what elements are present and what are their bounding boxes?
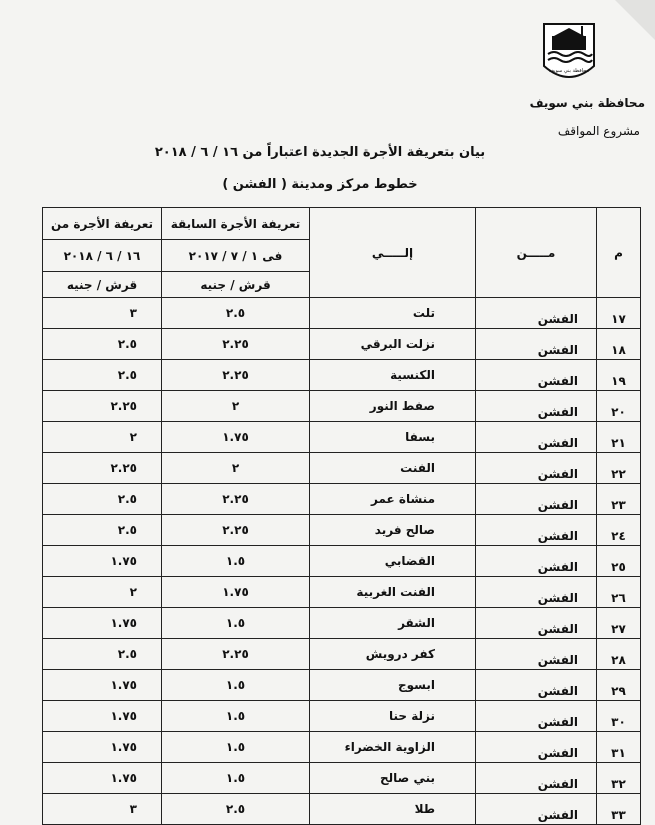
row-number: ٢٥ [597, 546, 641, 577]
row-old-fare: ١.٥ [162, 608, 310, 639]
page-title: بيان بتعريفة الأجرة الجديدة اعتباراً من ١٦ / ٦ / ٢٠١٨ [154, 145, 486, 160]
table-row [43, 794, 641, 825]
row-from: الفشن [476, 453, 597, 484]
row-number: ١٨ [597, 329, 641, 360]
row-old-fare: ٢.٥ [162, 794, 310, 825]
row-new-fare: ١.٧٥ [43, 546, 162, 577]
row-number: ٣٠ [597, 701, 641, 732]
row-old-fare: ٢.٥ [162, 298, 310, 329]
row-from: الفشن [476, 794, 597, 825]
row-old-fare: ٢.٢٥ [162, 484, 310, 515]
row-to: الفنت الغربية [310, 577, 476, 608]
row-from: الفشن [476, 763, 597, 794]
row-old-fare: ١.٥ [162, 701, 310, 732]
row-number: ٢٦ [597, 577, 641, 608]
row-new-fare: ٣ [43, 794, 162, 825]
governorate-name: محافظة بني سويف [529, 96, 645, 110]
table-row [43, 453, 641, 484]
row-new-fare: ٣ [43, 298, 162, 329]
row-new-fare: ٢.٥ [43, 360, 162, 391]
row-number: ٢٢ [597, 453, 641, 484]
row-new-fare: ٢.٥ [43, 329, 162, 360]
row-old-fare: ١.٥ [162, 732, 310, 763]
row-old-fare: ٢ [162, 453, 310, 484]
table-row [43, 391, 641, 422]
row-from: الفشن [476, 670, 597, 701]
table-row [43, 732, 641, 763]
row-from: الفشن [476, 422, 597, 453]
row-new-fare: ١.٧٥ [43, 763, 162, 794]
row-to: بسفا [310, 422, 476, 453]
row-old-fare: ١.٧٥ [162, 577, 310, 608]
table-row [43, 484, 641, 515]
page-fold [615, 0, 655, 40]
fare-table [42, 207, 641, 825]
logo-text: محافظة بني سويف [548, 68, 590, 74]
row-new-fare: ٢.٢٥ [43, 391, 162, 422]
row-old-fare: ٢.٢٥ [162, 360, 310, 391]
table-row [43, 670, 641, 701]
row-from: الفشن [476, 484, 597, 515]
row-old-fare: ٢ [162, 391, 310, 422]
row-new-fare: ٢.٥ [43, 639, 162, 670]
row-from: الفشن [476, 546, 597, 577]
table-row [43, 701, 641, 732]
header-new-unit: قرش / جنيه [43, 272, 162, 298]
row-to: نزلة حنا [310, 701, 476, 732]
row-number: ٣١ [597, 732, 641, 763]
row-to: صالح فريد [310, 515, 476, 546]
header-num: م [597, 208, 641, 298]
header-to: إلـــــي [310, 208, 476, 298]
row-number: ٢٨ [597, 639, 641, 670]
table-row [43, 546, 641, 577]
table-row [43, 515, 641, 546]
row-number: ٢٣ [597, 484, 641, 515]
row-to: الفنت [310, 453, 476, 484]
table-row [43, 639, 641, 670]
row-from: الفشن [476, 298, 597, 329]
table-row [43, 763, 641, 794]
header-from: مـــــن [476, 208, 597, 298]
row-old-fare: ١.٥ [162, 546, 310, 577]
row-to: منشاة عمر [310, 484, 476, 515]
row-from: الفشن [476, 701, 597, 732]
row-new-fare: ٢.٥ [43, 515, 162, 546]
row-old-fare: ١.٧٥ [162, 422, 310, 453]
header-new-date: ١٦ / ٦ / ٢٠١٨ [43, 240, 162, 272]
table-row [43, 298, 641, 329]
row-old-fare: ٢.٢٥ [162, 515, 310, 546]
row-new-fare: ٢ [43, 422, 162, 453]
row-number: ٣٢ [597, 763, 641, 794]
row-number: ٢٠ [597, 391, 641, 422]
governorate-logo [540, 14, 598, 90]
row-to: كفر درويش [310, 639, 476, 670]
row-old-fare: ٢.٢٥ [162, 329, 310, 360]
row-to: نزلت البرقي [310, 329, 476, 360]
row-old-fare: ١.٥ [162, 763, 310, 794]
row-number: ٢٩ [597, 670, 641, 701]
row-number: ٢١ [597, 422, 641, 453]
row-to: تلت [310, 298, 476, 329]
row-to: الشقر [310, 608, 476, 639]
row-number: ١٧ [597, 298, 641, 329]
row-new-fare: ٢.٥ [43, 484, 162, 515]
row-number: ٢٤ [597, 515, 641, 546]
row-new-fare: ١.٧٥ [43, 732, 162, 763]
header-old-unit: قرش / جنيه [162, 272, 310, 298]
row-from: الفشن [476, 639, 597, 670]
table-row [43, 608, 641, 639]
row-from: الفشن [476, 360, 597, 391]
row-to: ابسوج [310, 670, 476, 701]
row-new-fare: ١.٧٥ [43, 670, 162, 701]
row-to: بني صالح [310, 763, 476, 794]
header-new-fare: تعريفة الأجرة من [43, 208, 162, 240]
table-row [43, 577, 641, 608]
page-subtitle: خطوط مركز ومدينة ( الفشن ) [222, 177, 418, 192]
row-from: الفشن [476, 608, 597, 639]
row-new-fare: ١.٧٥ [43, 608, 162, 639]
row-number: ١٩ [597, 360, 641, 391]
header-old-fare: تعريفة الأجرة السابقة [162, 208, 310, 240]
row-new-fare: ٢ [43, 577, 162, 608]
row-old-fare: ١.٥ [162, 670, 310, 701]
row-to: القضابي [310, 546, 476, 577]
row-to: صفط النور [310, 391, 476, 422]
row-from: الفشن [476, 577, 597, 608]
row-from: الفشن [476, 329, 597, 360]
table-row [43, 329, 641, 360]
row-from: الفشن [476, 732, 597, 763]
row-new-fare: ١.٧٥ [43, 701, 162, 732]
row-from: الفشن [476, 515, 597, 546]
project-name: مشروع المواقف [557, 124, 640, 138]
table-row [43, 422, 641, 453]
row-new-fare: ٢.٢٥ [43, 453, 162, 484]
row-old-fare: ٢.٢٥ [162, 639, 310, 670]
table-row [43, 360, 641, 391]
header-old-date: فى ١ / ٧ / ٢٠١٧ [162, 240, 310, 272]
row-to: الزاوية الخضراء [310, 732, 476, 763]
row-to: الكنسية [310, 360, 476, 391]
row-number: ٣٣ [597, 794, 641, 825]
row-from: الفشن [476, 391, 597, 422]
row-to: طلا [310, 794, 476, 825]
row-number: ٢٧ [597, 608, 641, 639]
